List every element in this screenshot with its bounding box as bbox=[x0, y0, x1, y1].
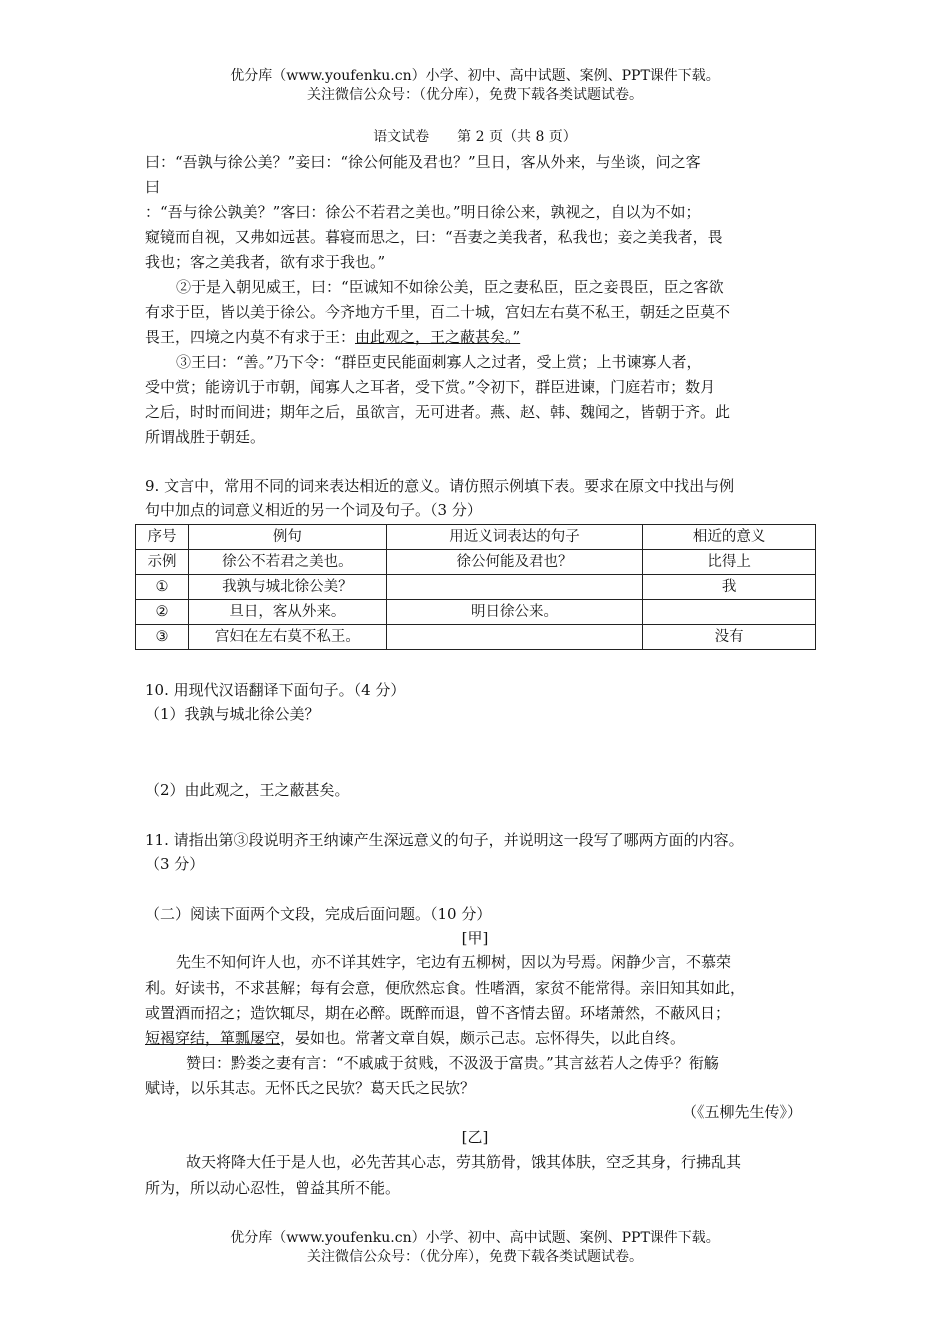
table-cell: 宫妇在左右莫不私王。 bbox=[188, 625, 386, 650]
question-11-text: （3 分） bbox=[145, 855, 205, 873]
passage-jia-text: ，晏如也。常著文章自娱，颇示己志。忘怀得失，以此自终。 bbox=[280, 1029, 686, 1047]
passage-line: ：“吾与徐公孰美？”客曰：徐公不若君之美也。”明日徐公来，孰视之，自以为不如； bbox=[145, 203, 701, 221]
table-cell: 明日徐公来。 bbox=[386, 600, 643, 625]
passage-line: 窥镜而自视，又弗如远甚。暮寝而思之，曰：“吾妻之美我者，私我也；妾之美我者，畏 bbox=[145, 228, 723, 246]
paragraph-2-line: ②于是入朝见威王，曰：“臣诚知不如徐公美，臣之妻私臣，臣之妾畏臣，臣之客欲 bbox=[176, 278, 724, 296]
table-cell: ③ bbox=[136, 625, 189, 650]
passage-jia-line: 利。好读书，不求甚解；每有会意，便欣然忘食。性嗜酒，家贫不能常得。亲旧知其如此， bbox=[145, 979, 746, 997]
passage-yi-line: 所为，所以动心忍性，曾益其所不能。 bbox=[145, 1179, 401, 1197]
table-cell: ② bbox=[136, 600, 189, 625]
table-cell: 我孰与城北徐公美？ bbox=[188, 575, 386, 600]
passage-yi-line: 故天将降大任于是人也，必先苦其心志，劳其筋骨，饿其体肤，空乏其身，行拂乱其 bbox=[186, 1153, 742, 1171]
footer-line-2: 关注微信公众号：（优分库），免费下载各类试题试卷。 bbox=[307, 1249, 643, 1265]
passage-jia-line: 赞曰：黔娄之妻有言：“不戚戚于贫贱，不汲汲于富贵。”其言兹若人之俦乎？衔觞 bbox=[186, 1054, 719, 1072]
table-answer-cell[interactable] bbox=[386, 625, 643, 650]
section-2-title: （二）阅读下面两个文段，完成后面问题。（10 分） bbox=[145, 905, 492, 923]
underlined-phrase: 短褐穿结，箪瓢屡空 bbox=[145, 1029, 281, 1047]
table-cell: 比得上 bbox=[643, 550, 816, 575]
table-answer-cell[interactable] bbox=[643, 600, 816, 625]
question-10-title: 10. 用现代汉语翻译下面句子。（4 分） bbox=[145, 681, 406, 699]
passage-jia-source: （《五柳先生传》） bbox=[681, 1103, 802, 1121]
table-row bbox=[136, 625, 816, 650]
answer-table bbox=[135, 524, 816, 650]
paragraph-3-line: 所谓战胜于朝廷。 bbox=[145, 428, 266, 446]
question-11-text: 11. 请指出第③段说明齐王纳谏产生深远意义的句子，并说明这一段写了哪两方面的内容。 bbox=[145, 831, 744, 849]
paragraph-3-line: 受中赏；能谤讥于市朝，闻寡人之耳者，受下赏。”令初下，群臣进谏，门庭若市；数月 bbox=[145, 378, 716, 396]
passage-yi-label: [乙] bbox=[461, 1128, 489, 1146]
table-answer-cell[interactable] bbox=[386, 575, 643, 600]
table-cell: 没有 bbox=[643, 625, 816, 650]
table-cell: 徐公何能及君也？ bbox=[386, 550, 643, 575]
question-9-text: 9. 文言中，常用不同的词来表达相近的意义。请仿照示例填下表。要求在原文中找出与例 bbox=[145, 477, 735, 495]
passage-jia-line: 或置酒而招之；造饮辄尽，期在必醉。既醉而退，曾不吝情去留。环堵萧然，不蔽风日； bbox=[145, 1004, 731, 1022]
passage-line: 我也；客之美我者，欲有求于我也。” bbox=[145, 253, 386, 271]
passage-jia-line bbox=[145, 1027, 685, 1049]
table-row bbox=[136, 575, 816, 600]
table-cell: 旦日，客从外来。 bbox=[188, 600, 386, 625]
table-header-row bbox=[136, 525, 816, 550]
paragraph-3-line: ③王曰：“善。”乃下令：“群臣吏民能面刺寡人之过者，受上赏；上书谏寡人者， bbox=[176, 353, 702, 371]
underlined-sentence: 由此观之，王之蔽甚矣。” bbox=[355, 328, 521, 346]
table-cell: 示例 bbox=[136, 550, 189, 575]
footer-line-1: 优分库（www.youfenku.cn）小学、初中、高中试题、案例、PPT课件下载。 bbox=[230, 1230, 720, 1246]
header-line-2: 关注微信公众号：（优分库），免费下载各类试题试卷。 bbox=[307, 87, 643, 103]
paragraph-2-line bbox=[145, 326, 520, 348]
passage-jia-line: 赋诗，以乐其志。无怀氏之民欤？葛天氏之民欤？ bbox=[145, 1079, 476, 1097]
table-row bbox=[136, 550, 816, 575]
page-title: 语文试卷 第 2 页（共 8 页） bbox=[373, 129, 577, 145]
paragraph-2-text: 畏王，四境之内莫不有求于王： bbox=[145, 328, 356, 346]
passage-jia-line: 先生不知何许人也，亦不详其姓字，宅边有五柳树，因以为号焉。闲静少言，不慕荣 bbox=[176, 953, 732, 971]
header-line-1: 优分库（www.youfenku.cn）小学、初中、高中试题、案例、PPT课件下载。 bbox=[230, 68, 720, 84]
table-header-cell: 例句 bbox=[188, 525, 386, 550]
paragraph-3-line: 之后，时时而间进；期年之后，虽欲言，无可进者。燕、赵、韩、魏闻之，皆朝于齐。此 bbox=[145, 403, 731, 421]
paragraph-2-line: 有求于臣，皆以美于徐公。今齐地方千里，百二十城，宫妇左右莫不私王，朝廷之臣莫不 bbox=[145, 303, 731, 321]
table-header-cell: 序号 bbox=[136, 525, 189, 550]
passage-line: 曰 bbox=[145, 178, 161, 196]
question-10-item-2: （2）由此观之，王之蔽甚矣。 bbox=[145, 781, 350, 799]
table-header-cell: 相近的意义 bbox=[643, 525, 816, 550]
table-cell: 徐公不若君之美也。 bbox=[188, 550, 386, 575]
table-row bbox=[136, 600, 816, 625]
table-header-cell: 用近义词表达的句子 bbox=[386, 525, 643, 550]
passage-jia-label: [甲] bbox=[461, 929, 489, 947]
question-9-text: 句中加点的词意义相近的另一个词及句子。（3 分） bbox=[145, 501, 482, 519]
passage-line: 曰：“吾孰与徐公美？”妾曰：“徐公何能及君也？”旦日，客从外来，与坐谈，问之客 bbox=[145, 153, 701, 171]
table-cell: 我 bbox=[643, 575, 816, 600]
question-10-item-1: （1）我孰与城北徐公美？ bbox=[145, 705, 320, 723]
table-cell: ① bbox=[136, 575, 189, 600]
